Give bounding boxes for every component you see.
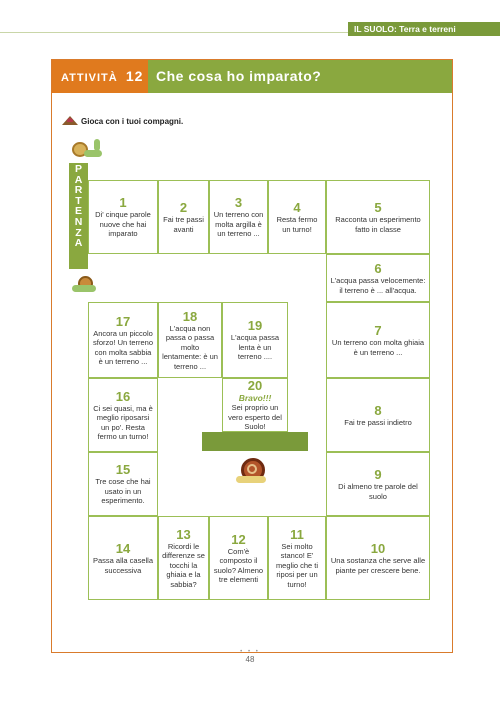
start-letter: A	[74, 173, 83, 186]
cell-text: Di' cinque parole nuove che hai imparato	[95, 210, 151, 239]
hill-icon	[62, 116, 78, 125]
cell-text: L'acqua passa velocemente: il terreno è ... all'acqua.	[330, 276, 426, 295]
cell-text: Una sostanza che serve alle piante per crescere bene.	[330, 556, 426, 575]
board-cell-5	[326, 180, 430, 254]
cell-text: Ancora un piccolo sforzo! Un terreno con molta sabbia è un terreno ...	[92, 328, 154, 366]
board-cell-4	[268, 180, 326, 254]
cell-number: 7	[374, 323, 382, 338]
cell-number: 1	[119, 195, 127, 211]
board-cell-1	[88, 180, 158, 254]
cell-number: 4	[293, 200, 301, 215]
cell-number: 11	[290, 526, 304, 542]
instructions: Gioca con i tuoi compagni.	[81, 117, 184, 126]
cell-text: Tre cose che hai usato in un esperimento.	[95, 477, 151, 506]
board-cell-8	[326, 378, 430, 452]
cell-text: Fai tre passi avanti	[163, 215, 204, 234]
board-cell-2	[158, 180, 209, 254]
finish-bar	[202, 432, 308, 451]
board-cell-14	[88, 516, 158, 600]
chapter-header: IL SUOLO: Terra e terreni	[348, 22, 500, 36]
page-dots: • • •	[240, 649, 260, 655]
start-letter: T	[75, 194, 82, 207]
start-letter: P	[74, 163, 82, 175]
board-cell-10	[326, 516, 430, 600]
board-cell-16	[88, 378, 158, 452]
cell-number: 13	[176, 526, 191, 542]
board-cell-7	[326, 302, 430, 378]
activity-label	[52, 60, 148, 93]
page-number: 48	[245, 655, 255, 664]
board-cell-19	[222, 302, 288, 378]
cell-number: 18	[182, 308, 198, 324]
board-cell-3	[209, 180, 268, 254]
cell-text: L'acqua non passa o passa molto lentamente: è un terreno ...	[162, 323, 218, 371]
cell-text: Racconta un esperimento fatto in classe	[335, 215, 421, 234]
snail-icon	[72, 273, 102, 295]
cell-text: Com'è composto il suolo? Almeno tre elementi	[213, 546, 264, 584]
cell-text: Resta fermo un turno!	[276, 215, 318, 234]
board-cell-6	[326, 254, 430, 302]
cell-number: 5	[374, 200, 382, 215]
cell-number: 19	[247, 318, 263, 334]
cell-text: Sei molto stanco! E' meglio che ti riposi per un turno!	[275, 541, 319, 589]
board-cell-13	[158, 516, 209, 600]
start-letter: N	[74, 215, 83, 228]
start-label	[69, 163, 88, 269]
bravo-text: Bravo!!!	[238, 393, 272, 404]
cell-number: 16	[115, 388, 131, 404]
cell-text: Ricordi le differenze se tocchi la ghiaia e la sabbia?	[162, 541, 205, 589]
board-cell-9	[326, 452, 430, 516]
start-letter: A	[74, 237, 83, 250]
cell-number: 10	[370, 541, 386, 556]
start-letter: E	[74, 205, 82, 218]
cell-text: Fai tre passi indietro	[344, 417, 412, 427]
cell-number: 3	[234, 195, 243, 211]
page-title: Che cosa ho imparato?	[156, 68, 322, 84]
cell-number: 12	[231, 531, 246, 547]
start-letter: R	[74, 184, 83, 197]
board-cell-20	[222, 378, 288, 432]
cell-number: 6	[374, 261, 382, 276]
snail-icon	[236, 456, 270, 486]
cell-text: Sei proprio un vero esperto del Suolo!	[228, 403, 282, 432]
snail-icon	[70, 136, 104, 160]
cell-number: 17	[115, 313, 131, 329]
cell-text: Un terreno con molta argilla è un terreno ...	[213, 210, 264, 239]
cell-text: L'acqua passa lenta è un terreno ....	[230, 333, 280, 362]
cell-number: 20	[247, 378, 263, 394]
cell-text: Ci sei quasi, ma è meglio riposarsi un po'. Resta fermo un turno!	[93, 403, 153, 441]
activity-word: ATTIVITÀ	[61, 72, 118, 84]
cell-number: 8	[374, 402, 382, 418]
cell-number: 2	[179, 200, 188, 215]
cell-number: 15	[115, 462, 131, 478]
activity-number: 12	[125, 68, 144, 84]
board-cell-18	[158, 302, 222, 378]
cell-text: Un terreno con molta ghiaia è un terreno ...	[331, 338, 425, 357]
board-cell-15	[88, 452, 158, 516]
board-cell-11	[268, 516, 326, 600]
cell-text: Di almeno tre parole del suolo	[338, 482, 418, 501]
board-cell-17	[88, 302, 158, 378]
cell-text: Passa alla casella successiva	[92, 556, 154, 575]
cell-number: 9	[374, 467, 382, 482]
start-letter: Z	[75, 226, 82, 239]
board-cell-12	[209, 516, 268, 600]
cell-number: 14	[115, 541, 131, 556]
